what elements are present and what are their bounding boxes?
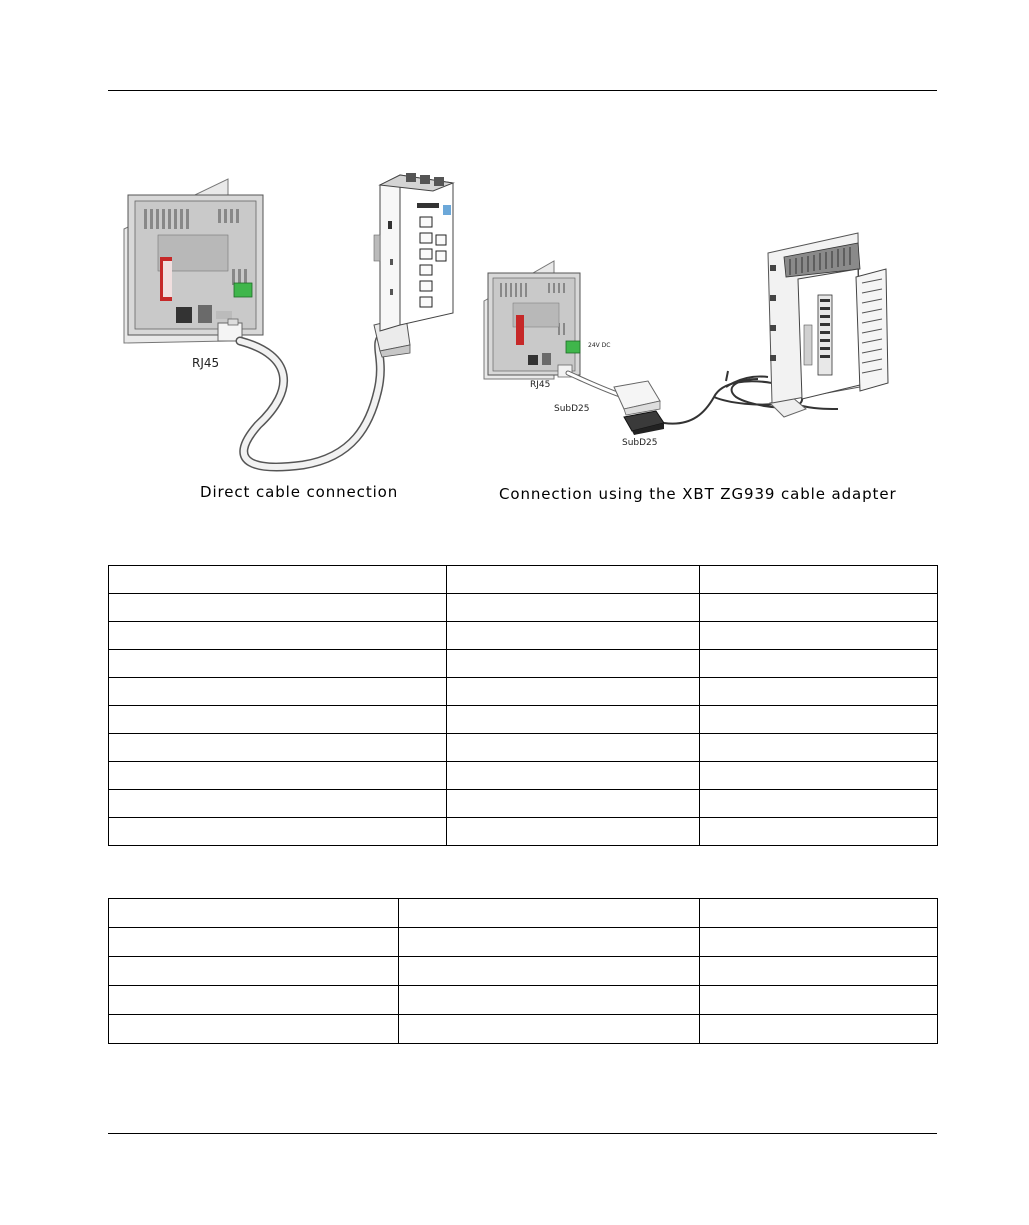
table-row [109, 762, 938, 790]
rj45-label-right: RJ45 [530, 380, 551, 390]
table-cell [109, 762, 447, 790]
hmi-panel-right [484, 261, 580, 379]
table-cell [447, 678, 700, 706]
power-label: 24V DC [588, 342, 611, 349]
table-row [109, 957, 938, 986]
hmi-panel-left [124, 179, 263, 343]
table-cell [447, 566, 700, 594]
table-cell [700, 706, 938, 734]
table-cell [109, 678, 447, 706]
table-cell [399, 957, 700, 986]
table-cell [399, 928, 700, 957]
table-cell [447, 594, 700, 622]
table-cell [109, 957, 399, 986]
table-cell [399, 1015, 700, 1044]
table-cell [109, 790, 447, 818]
table-cell [700, 678, 938, 706]
subd25-adapter [614, 381, 660, 415]
table-row [109, 790, 938, 818]
table-cell [109, 594, 447, 622]
table-cell [700, 650, 938, 678]
table-cell [447, 734, 700, 762]
table-cell [700, 957, 938, 986]
table-row [109, 928, 938, 957]
table-cell [700, 594, 938, 622]
table-cell [109, 706, 447, 734]
table-cell [700, 1015, 938, 1044]
table-cell [700, 790, 938, 818]
table-row [109, 1015, 938, 1044]
table-cell [700, 734, 938, 762]
table-cell [109, 818, 447, 846]
table-row [109, 678, 938, 706]
table-cell [447, 762, 700, 790]
table-cell [700, 622, 938, 650]
table-row [109, 594, 938, 622]
table-cell [447, 650, 700, 678]
direct-cable [240, 333, 386, 467]
table-cell [109, 622, 447, 650]
table-cell [109, 734, 447, 762]
table-cell [447, 818, 700, 846]
caption-direct-connection: Direct cable connection [200, 483, 399, 501]
table-2 [108, 898, 938, 1044]
table-cell [399, 986, 700, 1015]
table-row [109, 986, 938, 1015]
subd25-label-lower: SubD25 [622, 438, 658, 448]
table-cell [109, 899, 399, 928]
table-row [109, 566, 938, 594]
table-cell [447, 790, 700, 818]
table-cell [399, 899, 700, 928]
connection-illustration [108, 165, 938, 505]
footer-rule [108, 1133, 937, 1134]
table-cell [447, 706, 700, 734]
table-1 [108, 565, 938, 846]
rj45-label-left: RJ45 [192, 356, 220, 370]
table-cell [700, 762, 938, 790]
table-cell [700, 928, 938, 957]
table-row [109, 622, 938, 650]
header-rule [108, 90, 937, 91]
table-cell [109, 1015, 399, 1044]
table-cell [700, 899, 938, 928]
servo-drive [768, 233, 888, 403]
plc-module [374, 173, 453, 357]
table-cell [700, 818, 938, 846]
power-connector [566, 341, 580, 353]
table-cell [109, 986, 399, 1015]
table-cell [109, 928, 399, 957]
table-row [109, 818, 938, 846]
table-cell [447, 622, 700, 650]
caption-adapter-connection: Connection using the XBT ZG939 cable adapter [499, 485, 897, 503]
table-row [109, 734, 938, 762]
table-row [109, 899, 938, 928]
table-cell [700, 986, 938, 1015]
table-row [109, 650, 938, 678]
subd25-label-upper: SubD25 [554, 404, 590, 414]
table-cell [109, 650, 447, 678]
table-cell [109, 566, 447, 594]
table-cell [700, 566, 938, 594]
table-row [109, 706, 938, 734]
